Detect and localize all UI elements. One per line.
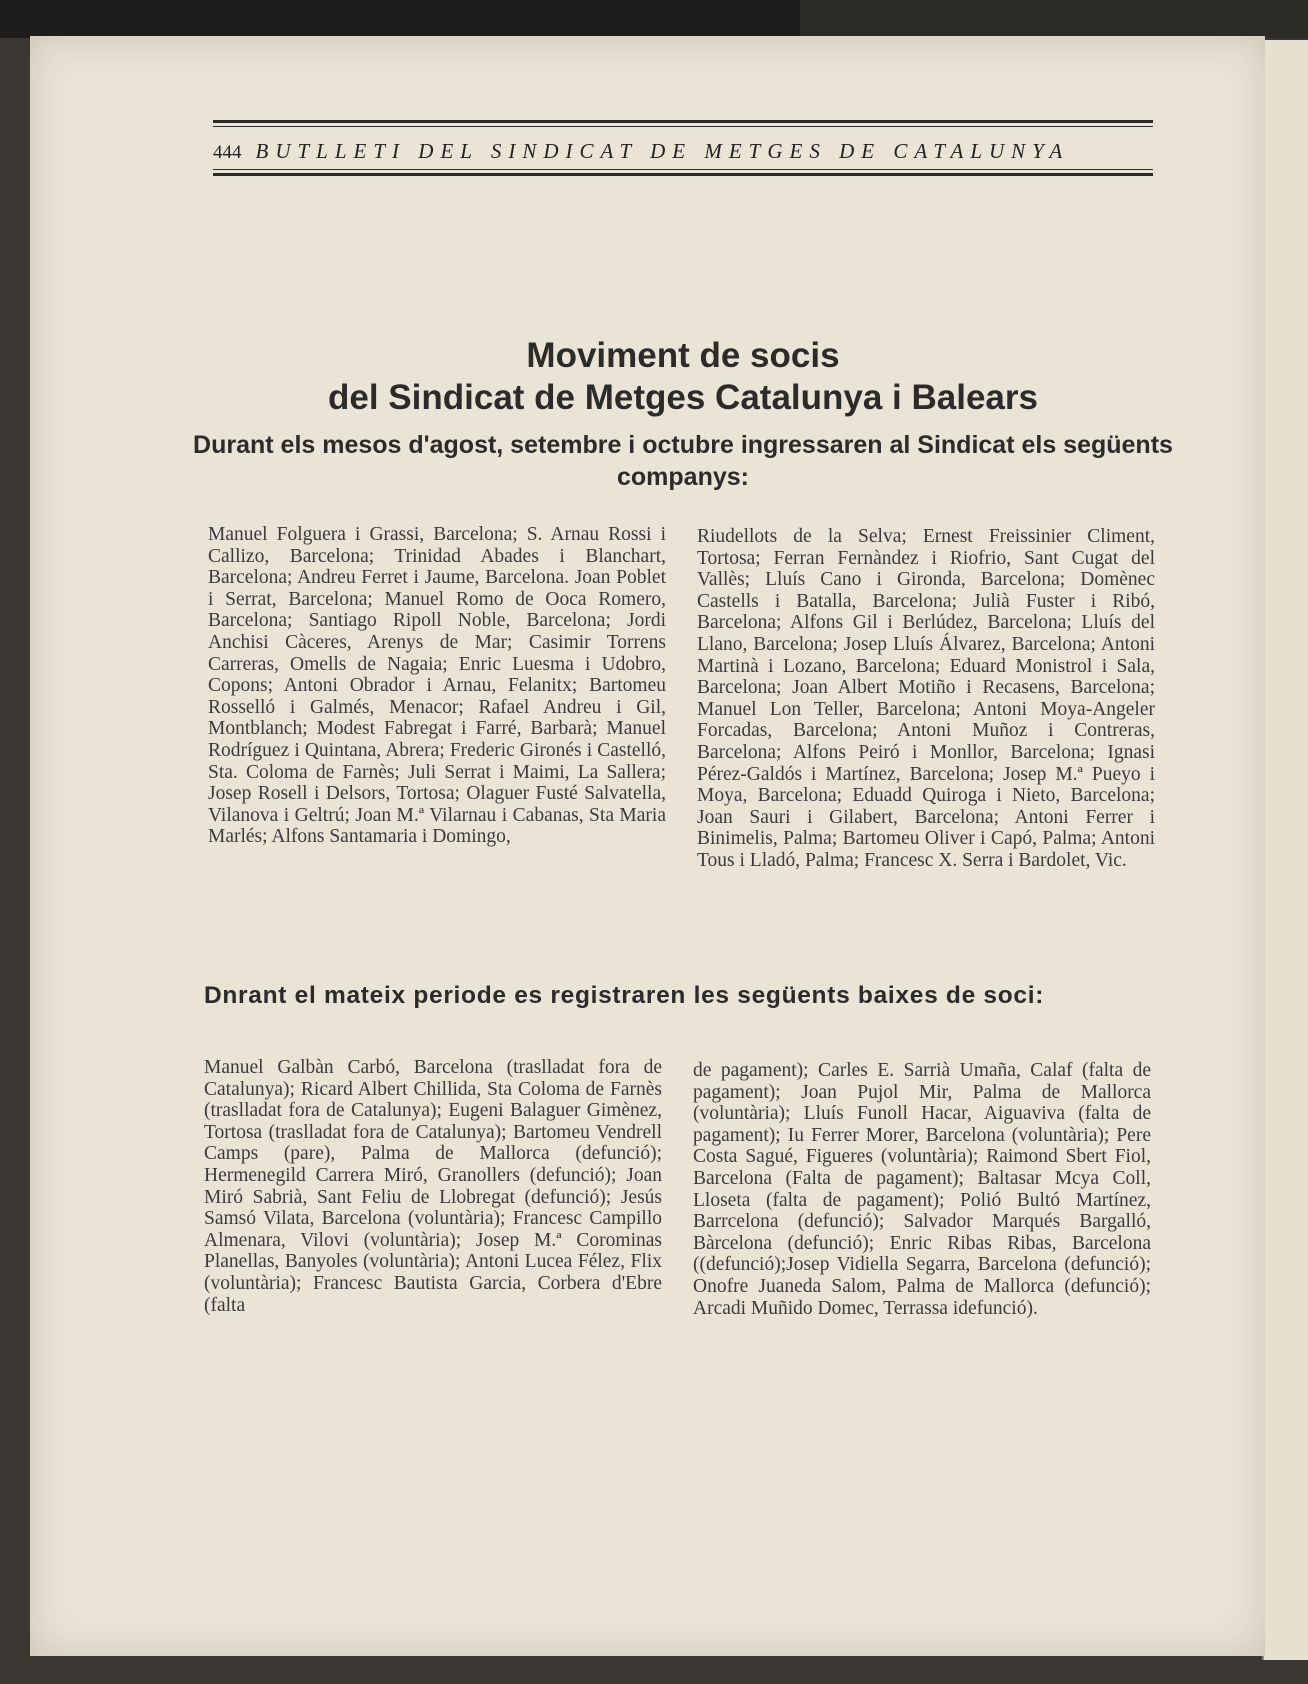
- page-number: 444: [213, 142, 242, 163]
- departures-heading: Dnrant el mateix periode es registraren les següents baixes de soci:: [204, 982, 1045, 1009]
- departures-text-left: Manuel Galbàn Carbó, Barcelona (traslladat fora de Catalunya); Ricard Albert Chillida, Sta Coloma de Farnès (traslladat fora de Catalunya); Eugeni Balaguer Gimènez, Tortosa (traslladat fora de Catalunya); Bartomeu Vendrell Camps (pare), Palma de Mallorca (defunció); Hermenegild Carrera Miró, Granollers (defunció); Joan Miró Sabrià, Sant Feliu de Llobregat (defunció); Jesús Samsó Vilata, Barcelona (voluntària); Francesc Campillo Almenara, Vilovi (voluntària); Josep M.ª Corominas Planellas, Banyoles (voluntària); Antoni Lucea Félez, Flix (voluntària); Francesc Bautista Garcia, Corbera d'Ebre (falta: [204, 1057, 662, 1316]
- departures-column-right: [693, 1060, 1151, 1319]
- running-header: [183, 84, 1183, 184]
- journal-title: BUTLLETI DEL SINDICAT DE METGES DE CATALUNYA: [255, 139, 1070, 163]
- departures-text-right: de pagament); Carles E. Sarrià Umaña, Calaf (falta de pagament); Joan Pujol Mir, Palma de Mallorca (voluntària); Lluís Funoll Hacar, Aiguaviva (falta de pagament); Iu Ferrer Morer, Barcelona (voluntària); Pere Costa Sagué, Figueres (voluntària); Raimond Sbert Fiol, Barcelona (Falta de pagament); Baltasar Mcya Coll, Lloseta (falta de pagament); Polió Bultó Martínez, Barrcelona (defunció); Salvador Marqués Bargalló, Bàrcelona (defunció); Enric Ribas Ribas, Barcelona ((defunció);Josep Vidiella Segarra, Barcelona (defunció); Onofre Juaneda Salom, Palma de Mallorca (defunció); Arcadi Muñido Domec, Terrassa idefunció).: [693, 1060, 1151, 1319]
- article-title-block: [183, 335, 1183, 493]
- admissions-text-right: Riudellots de la Selva; Ernest Freissinier Climent, Tortosa; Ferran Fernàndez i Riofrio, Sant Cugat del Vallès; Lluís Cano i Gironda, Barcelona; Domènec Castells i Batalla, Barcelona; Julià Fuster i Ribó, Barcelona; Alfons Gil i Berlúdez, Barcelona; Lluís del Llano, Barcelona; Josep Lluís Álvarez, Barcelona; Antoni Martinà i Lozano, Barcelona; Eduard Monistrol i Sala, Barcelona; Joan Albert Motiño i Recasens, Barcelona; Manuel Lon Teller, Barcelona; Antoni Moya-Angeler Forcadas, Barcelona; Antoni Muñoz i Contreras, Barcelona; Alfons Peiró i Monllor, Barcelona; Ignasi Pérez-Galdós i Martínez, Barcelona; Josep M.ª Pueyo i Moya, Barcelona; Eduadd Quiroga i Nieto, Barcelona; Joan Sauri i Gilabert, Barcelona; Antoni Ferrer i Binimelis, Palma; Bartomeu Oliver i Capó, Palma; Antoni Tous i Lladó, Palma; Francesc X. Serra i Bardolet, Vic.: [697, 526, 1155, 871]
- header-rule-top-thin: [213, 126, 1153, 127]
- admissions-column-right: [697, 526, 1155, 872]
- facing-page-edge: [1262, 40, 1308, 1660]
- header-rule-top-thick: [213, 120, 1153, 123]
- scan-border-top-right: [800, 0, 1308, 38]
- header-rule-bottom-thick: [213, 173, 1153, 176]
- article-title-line1: Moviment de socis: [526, 336, 840, 375]
- header-rule-bottom-thin: [213, 169, 1153, 170]
- article-title-line2: del Sindicat de Metges Catalunya i Balears: [328, 378, 1038, 417]
- article-subtitle: Durant els mesos d'agost, setembre i octubre ingressaren al Sindicat els següents companys:: [193, 431, 1173, 491]
- admissions-column-left: [208, 524, 666, 848]
- header-line: [213, 139, 1153, 164]
- admissions-text-left: Manuel Folguera i Grassi, Barcelona; S. Arnau Rossi i Callizo, Barcelona; Trinidad Abades i Blanchart, Barcelona; Andreu Ferret i Jaume, Barcelona. Joan Poblet i Serrat, Barcelona; Manuel Romo de Ooca Romero, Barcelona; Santiago Ripoll Noble, Barcelona; Jordi Anchisi Càceres, Arenys de Mar; Casimir Torrens Carreras, Omells de Nagaia; Enric Luesma i Udobro, Copons; Antoni Obrador i Arnau, Felanitx; Bartomeu Rosselló i Galmés, Menacor; Rafael Andreu i Gil, Montblanch; Modest Fabregat i Farré, Barbarà; Manuel Rodríguez i Quintana, Abrera; Frederic Gironés i Castelló, Sta. Coloma de Farnès; Juli Serrat i Maimi, La Sallera; Josep Rosell i Delsors, Tortosa; Olaguer Fusté Salvatella, Vilanova i Geltrú; Joan M.ª Vilarnau i Cabanas, Sta Maria Marlés; Alfons Santamaria i Domingo,: [208, 524, 666, 848]
- departures-column-left: [204, 1057, 662, 1316]
